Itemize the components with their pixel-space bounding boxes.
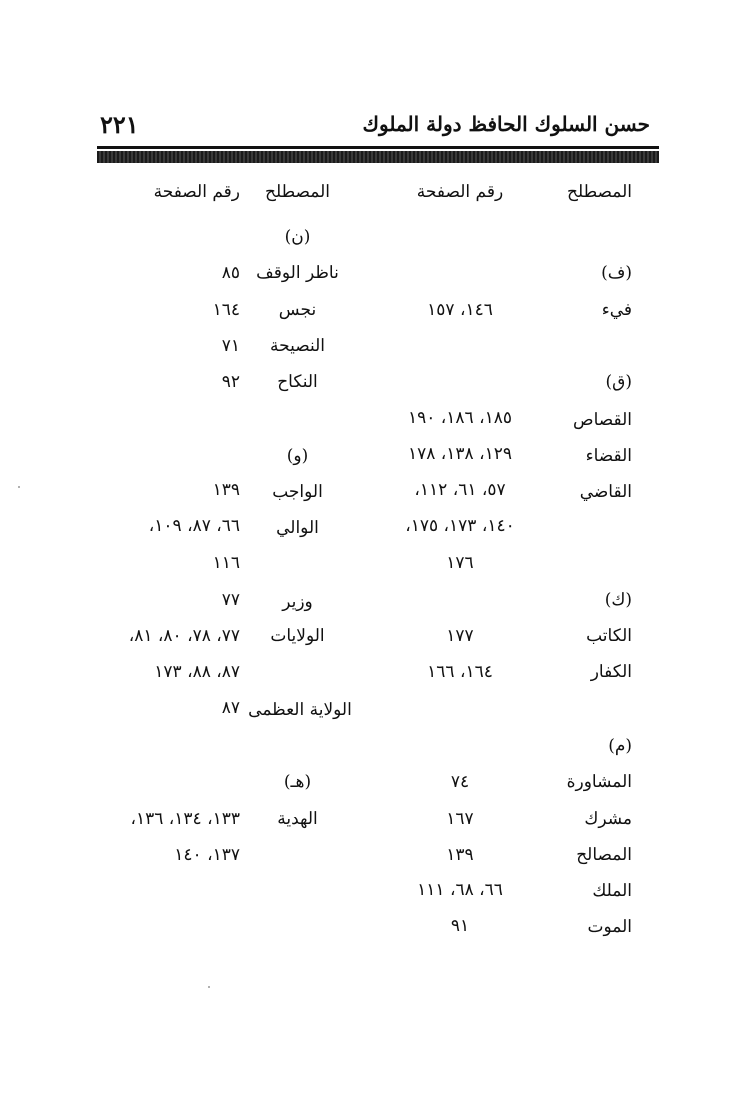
index-pages: ١٢٩، ١٣٨، ١٧٨ — [408, 444, 512, 464]
index-term: الهدية — [277, 809, 318, 829]
index-term: ناظر الوقف — [256, 263, 339, 283]
scan-speck — [18, 486, 20, 488]
index-term: القضاء — [585, 446, 632, 466]
index-term: الواجب — [272, 482, 323, 502]
index-term: وزير — [282, 592, 313, 612]
index-term: القاضي — [579, 482, 632, 502]
index-term: النصيحة — [270, 336, 325, 356]
right-term-header: المصطلح — [566, 182, 632, 202]
index-term: الملك — [592, 881, 632, 901]
index-pages: ١٣٩ — [446, 845, 474, 865]
index-pages: ١٣٧، ١٤٠ — [174, 845, 240, 865]
index-pages: ٦٦، ٦٨، ١١١ — [417, 880, 503, 900]
index-pages: ١٦٤ — [212, 300, 240, 320]
index-term: فيء — [601, 300, 632, 320]
index-term: مشرك — [584, 809, 632, 829]
index-pages: ٨٧ — [221, 698, 240, 718]
index-term: الكاتب — [586, 626, 632, 646]
index-pages: ٩١ — [450, 916, 470, 936]
book-title: حسن السلوك الحافظ دولة الملوك — [362, 112, 650, 136]
index-pages: ١٤٠، ١٧٣، ١٧٥، — [405, 516, 515, 536]
index-pages: ١٣٣، ١٣٤، ١٣٦، — [130, 809, 240, 829]
index-pages: ١٦٤، ١٦٦ — [427, 662, 493, 682]
index-term: الولايات — [270, 626, 325, 646]
index-letter-heading: (و) — [286, 446, 309, 466]
index-pages: ١٤٦، ١٥٧ — [427, 300, 493, 320]
index-term: المصالح — [576, 845, 632, 865]
index-term: الوالي — [276, 518, 319, 538]
header-rule-thin — [97, 146, 659, 149]
scan-speck — [208, 986, 210, 988]
index-pages: ١٣٩ — [212, 480, 240, 500]
index-term: النكاح — [277, 372, 318, 392]
right-pages-header: رقم الصفحة — [416, 182, 504, 202]
left-pages-header: رقم الصفحة — [153, 182, 240, 202]
index-pages: ٧٤ — [450, 772, 470, 792]
index-letter-heading: (ن) — [284, 227, 311, 247]
index-pages: ١٧٧ — [446, 626, 474, 646]
index-term: الكفار — [590, 662, 632, 682]
index-term: نجس — [278, 300, 317, 320]
index-pages: ٦٦، ٨٧، ١٠٩، — [148, 516, 240, 536]
index-pages: ٧٧، ٧٨، ٨٠، ٨١، — [128, 626, 240, 646]
index-letter-heading: (ق) — [605, 372, 632, 392]
index-pages: ٥٧، ٦١، ١١٢، — [414, 480, 506, 500]
index-pages: ١٧٦ — [446, 553, 474, 573]
index-pages: ١٨٥، ١٨٦، ١٩٠ — [408, 408, 512, 428]
left-term-header: المصطلح — [264, 182, 331, 202]
index-term: الموت — [587, 917, 632, 937]
index-letter-heading: (م) — [608, 736, 632, 756]
page-number: ٢٢١ — [100, 110, 139, 139]
index-term: المشاورة — [566, 772, 632, 792]
index-pages: ٧١ — [221, 336, 240, 356]
header-rule-thick — [97, 151, 659, 163]
index-pages: ١٦٧ — [446, 809, 474, 829]
index-pages: ٧٧ — [221, 590, 240, 610]
index-pages: ٨٧، ٨٨، ١٧٣ — [154, 662, 240, 682]
index-pages: ٨٥ — [221, 263, 240, 283]
index-pages: ٩٢ — [221, 372, 240, 392]
index-letter-heading: (ف) — [601, 263, 632, 283]
index-term: القصاص — [573, 410, 632, 430]
index-pages: ١١٦ — [212, 553, 240, 573]
index-term: الولاية العظمى — [248, 700, 352, 720]
index-letter-heading: (ك) — [604, 590, 632, 610]
index-letter-heading: (هـ) — [283, 772, 312, 792]
